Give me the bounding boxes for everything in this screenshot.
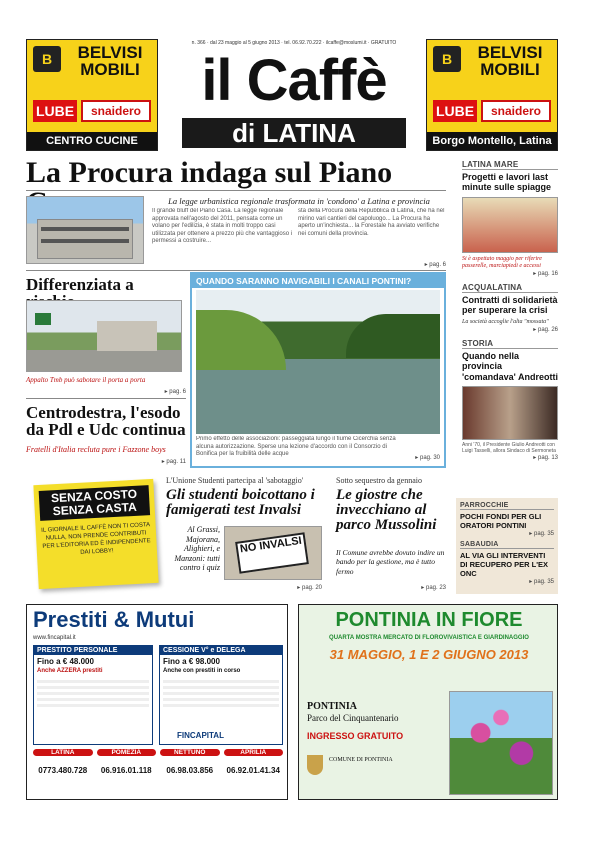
issue-line: n. 366 · dal 23 maggio al 5 giugno 2013 · tel. 06.92.70.222 · ilcaffe@moslumi.it · GRATUITO <box>191 40 397 46</box>
sidebar-caption: La società accoglie l'alta "mossata" <box>462 318 549 325</box>
sidebar-headline[interactable]: Progetti e lavori last minute sulle spiagge <box>462 172 552 193</box>
invalsi-schools: Al Grassi, Majorana, Alighieri, e Manzoni: tutti contro i quiz <box>174 525 220 573</box>
ad-footer: Borgo Montello, Latina <box>427 132 557 150</box>
prestiti-offices <box>33 749 283 797</box>
invalsi-page-ref[interactable]: ▸ pag. 20 <box>297 585 322 591</box>
invalsi-kicker: L'Unione Studenti partecipa al 'sabotaggio' <box>166 476 304 485</box>
differenziata-headline[interactable]: Differenziata a <box>26 275 134 294</box>
office-label: APRILIA <box>224 749 284 756</box>
senza-costo-note <box>33 479 158 589</box>
pontinia-flowers-photo <box>449 691 553 795</box>
canali-page-ref[interactable]: ▸ pag. 30 <box>415 455 440 461</box>
invalsi-photo <box>224 526 322 580</box>
office-label: LATINA <box>33 749 93 756</box>
parrocchie-box <box>456 498 558 594</box>
sidebar-page-ref[interactable]: ▸ pag. 16 <box>533 271 558 278</box>
pontinia-title: PONTINIA IN FIORE <box>335 609 523 631</box>
sidebar-page-ref[interactable]: ▸ pag. 13 <box>533 455 558 462</box>
fincapital-logo: FINCAPITAL <box>177 731 224 740</box>
sidebar-headline[interactable]: Quando nella provincia 'comandava' Andreotti <box>462 350 558 382</box>
canali-box[interactable] <box>190 272 446 468</box>
belvisi-logo-icon: B <box>33 46 61 72</box>
pontinia-dates: 31 MAGGIO, 1 E 2 GIUGNO 2013 <box>329 647 529 662</box>
lube-logo: LUBE <box>433 100 477 122</box>
office-phone[interactable]: 0773.480.728 <box>38 766 88 775</box>
centrodestra-deck: Fratelli d'Italia recluta pure i Fazzone boys <box>26 445 166 454</box>
ad-brand: BELVISI MOBILI <box>477 43 543 79</box>
cessione-head: CESSIONE V° e DELEGA <box>160 646 282 655</box>
pontinia-place2: Parco del Cinquantenario <box>307 713 399 723</box>
sabaudia-page-ref[interactable]: ▸ pag. 35 <box>529 579 554 585</box>
giostre-kicker: Sotto sequestro da gennaio <box>336 476 422 485</box>
sidebar <box>462 160 558 461</box>
office-phone[interactable]: 06.98.03.856 <box>166 766 214 775</box>
lead-headline[interactable]: La Procura indaga sul Piano <box>26 156 393 189</box>
ad-right[interactable] <box>426 39 558 151</box>
sidebar-headline[interactable]: Contratti di solidarietà per superare la crisi <box>462 295 558 316</box>
differenziata-page-ref[interactable]: ▸ pag. 6 <box>164 389 186 395</box>
office-phone[interactable]: 06.916.01.118 <box>100 766 152 775</box>
canali-caption: Primo effetto delle associazioni: passeggiata lungo il fiume Cicerchia senza alcuna autorizzazione. Sperse una lezione d'accordo con il Consorzio di Bonifica per la fruibilità delle acque <box>196 436 396 457</box>
sidebar-photo-beach <box>462 197 558 253</box>
lead-page-ref[interactable]: ▸ pag. 6 <box>424 262 446 268</box>
ad-left[interactable] <box>26 39 158 151</box>
office-label: POMEZIA <box>97 749 157 756</box>
sidebar-kicker: LATINA MARE <box>462 160 558 170</box>
prestiti-title: Prestiti & Mutui <box>33 607 195 632</box>
office-label: NETTUNO <box>160 749 220 756</box>
invalsi-headline[interactable]: Gli studenti boicottano i famigerati test Invalsi <box>166 487 315 518</box>
comune-crest-icon <box>307 755 323 775</box>
sabaudia-headline[interactable]: AL VIA GLI INTERVENTI DI RECUPERO PER L'EX ONC <box>460 551 549 578</box>
prestiti-ad[interactable] <box>26 604 288 800</box>
differenziata-caption: Appalto Tmb può sabotare il porta a porta <box>26 376 146 384</box>
senza-costo-body: IL GIORNALE IL CAFFÈ NON TI COSTA NULLA, NON PRENDE CONTRIBUTI PER L'EDITORIA ED È INDIPENDENTE DAI LOBBY! <box>41 522 151 556</box>
belvisi-logo-icon: B <box>433 46 461 72</box>
sidebar-caption: Anni '70, il Presidente Giulio Andreotti con Luigi Tasselli, allora Sindaco di Sermoneta <box>462 441 556 455</box>
pontinia-ad[interactable] <box>298 604 558 800</box>
cessione-note: Anche con prestiti in corso <box>163 668 241 674</box>
snaidero-logo: snaidero <box>81 100 151 122</box>
senza-costo-title: SENZA COSTO SENZA CASTA <box>39 485 150 521</box>
masthead-subtitle: di LATINA <box>182 118 406 148</box>
parrocchie-page-ref[interactable]: ▸ pag. 35 <box>529 531 554 537</box>
parrocchie-kicker: PARROCCHIE <box>460 502 554 510</box>
sidebar-page-ref[interactable]: ▸ pag. 26 <box>533 326 558 333</box>
lead-body-a: Il grande bluff del Piano Casa. La legge regionale approvata nell'agosto del 2011, pensata come un volano per l'edilizia, è stata in molti troppo casi utilizzata per ottenere a prezzo più che vantaggioso i permessi a costruire... <box>152 208 293 244</box>
ad-brand: BELVISI MOBILI <box>77 43 143 79</box>
pontinia-entry: INGRESSO GRATUITO <box>307 731 404 741</box>
differenziata-photo <box>26 300 182 372</box>
centrodestra-headline[interactable]: Centrodestra, l'esodo da Pdl e Udc continua <box>26 403 186 439</box>
prestito-personale-head: PRESTITO PERSONALE <box>34 646 152 655</box>
giostre-page-ref[interactable]: ▸ pag. 23 <box>421 585 446 591</box>
lead-deck: La legge urbanistica regionale trasformata in 'condono' a Latina e provincia <box>168 196 430 206</box>
invalsi-sign: NO INVALSI <box>235 532 309 573</box>
ad-footer: CENTRO CUCINE <box>27 132 157 150</box>
parrocchie-headline[interactable]: POCHI FONDI PER GLI ORATORI PONTINI <box>460 512 542 530</box>
canali-photo <box>196 290 440 434</box>
office-phone[interactable]: 06.92.01.41.34 <box>226 766 280 775</box>
giostre-headline[interactable]: Le giostre che invecchiano al parco Mussolini <box>336 487 437 533</box>
prestito-personale-note: Anche AZZERA prestiti <box>37 668 103 674</box>
lead-body-b: sta della Procura della Repubblica di Latina, che ha nel mirino vari cantieri del capoluogo... La Procura ha aperto un'inchiesta... la Forestale ha avviato verifiche nei comuni della provincia. <box>298 208 445 237</box>
pontinia-comune: COMUNE DI PONTINIA <box>329 757 393 763</box>
canali-banner: QUANDO SARANNO NAVIGABILI I CANALI PONTINI? <box>192 274 444 288</box>
snaidero-logo: snaidero <box>481 100 551 122</box>
pontinia-subtitle: QUARTA MOSTRA MERCATO DI FLOROVIVAISTICA E GIARDINAGGIO <box>329 635 529 641</box>
prestito-personale-amount: Fino a € 48.000 <box>37 657 94 666</box>
prestiti-site: www.fincapital.it <box>33 635 76 641</box>
cessione-amount: Fino a € 98.000 <box>163 657 220 666</box>
sidebar-caption: Si è aspettato maggio per riferire passerelle, marciapiedi e accessi <box>462 255 542 269</box>
giostre-deck: Il Comune avrebbe dovuto indire un bando per la gestione, ma è tutto fermo <box>336 548 445 576</box>
masthead-title: il Caffè <box>201 48 387 113</box>
pontinia-place: PONTINIA <box>307 701 358 712</box>
centrodestra-page-ref[interactable]: ▸ pag. 11 <box>161 459 186 465</box>
lube-logo: LUBE <box>33 100 77 122</box>
sidebar-kicker: ACQUALATINA <box>462 283 558 293</box>
sabaudia-kicker: SABAUDIA <box>460 541 554 549</box>
lead-photo <box>26 196 144 264</box>
sidebar-kicker: STORIA <box>462 339 558 349</box>
sidebar-photo-andreotti <box>462 386 558 440</box>
